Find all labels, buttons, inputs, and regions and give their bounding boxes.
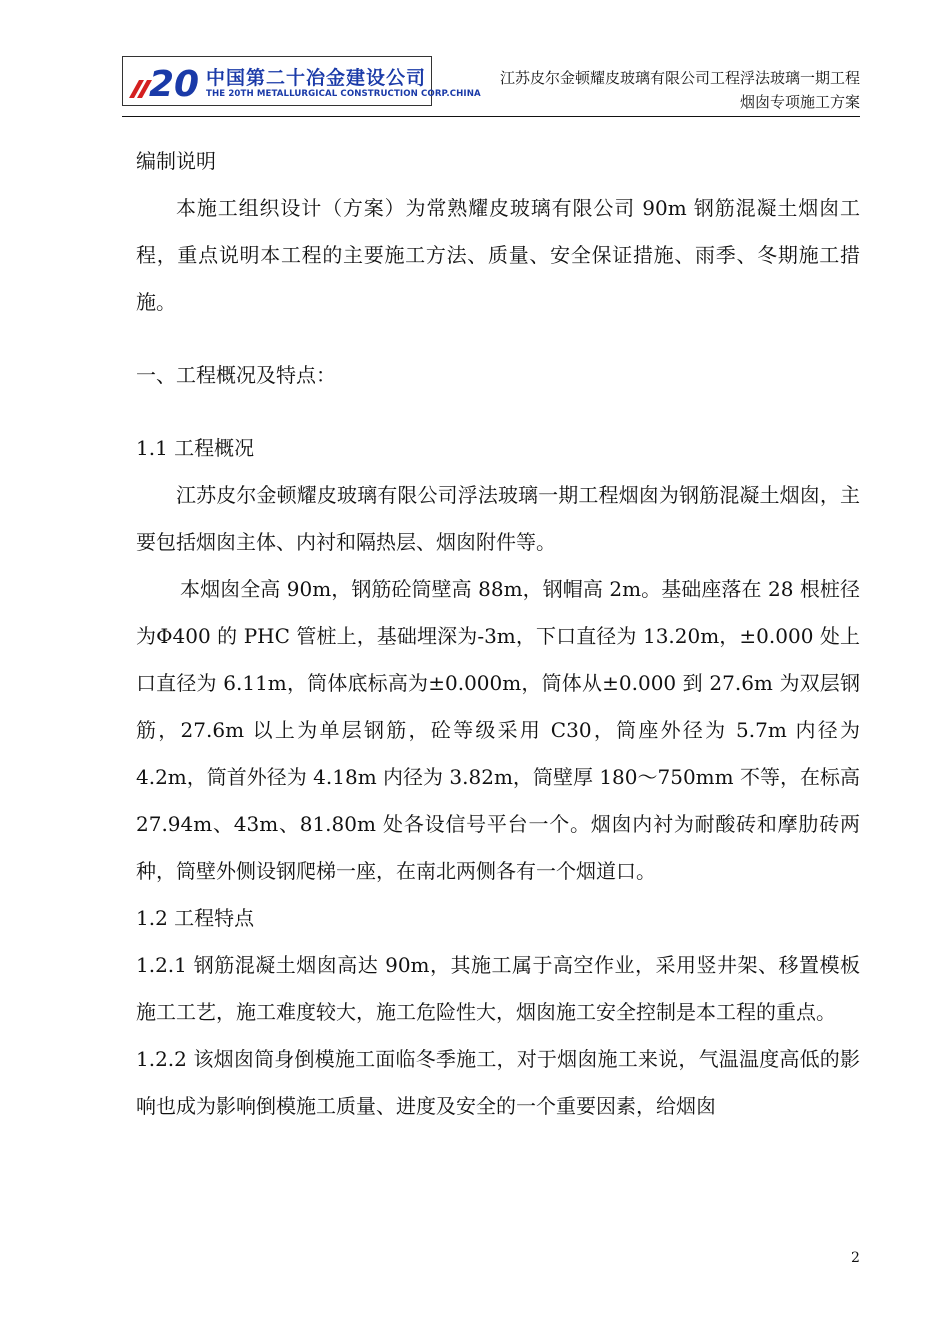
header-divider [122,116,860,117]
intro-paragraph: 本施工组织设计（方案）为常熟耀皮玻璃有限公司 90m 钢筋混凝土烟囱工程，重点说明本工程的主要施工方法、质量、安全保证措施、雨季、冬期施工措施。 [136,196,860,314]
section-1-2-1-paragraph: 1.2.1 钢筋混凝土烟囱高达 90m，其施工属于高空作业，采用竖井架、移置模板施工工艺，施工难度较大，施工危险性大，烟囱施工安全控制是本工程的重点。 [136,953,860,1024]
header-doc-title: 烟囱专项施工方案 [739,93,860,111]
chapter1-heading: 一、工程概况及特点： [136,363,336,387]
logo-mark-text: 20 [149,64,200,102]
company-logo-mark-icon [127,60,203,102]
header-project-title: 江苏皮尔金顿耀皮玻璃有限公司工程浮法玻璃一期工程 [499,69,860,87]
logo-chinese-name: 中国第二十冶金建设公司 [206,67,427,89]
section-1-2-heading: 1.2 工程特点 [136,906,255,930]
document-body [136,138,860,1130]
logo-english-name: THE 20TH METALLURGICAL CONSTRUCTION CORP.CHINA [206,89,481,99]
company-logo [122,56,481,106]
section-1-1-heading: 1.1 工程概况 [136,436,255,460]
section-1-1-paragraph-2: 本烟囱全高 90m，钢筋砼筒壁高 88m，钢帽高 2m。基础座落在 28 根桩径为Φ400 的 PHC 管桩上，基础埋深为-3m，下口直径为 13.20m，±0.000 处上口直径为 6.11m，筒体底标高为±0.000m，筒体从±0.000 到 27.6m 为双层钢筋，27.6m 以上为单层钢筋，砼等级采用 C30，筒座外径为 5.7m 内径为 4.2m，筒首外径为 4.18m 内径为 3.82m，筒壁厚 180～750mm 不等，在标高 27.94m、43m、81.80m 处各设信号平台一个。烟囱内衬为耐酸砖和摩肋砖两种，筒壁外侧设钢爬梯一座，在南北两侧各有一个烟道口。 [136,577,860,883]
section-1-2-2-paragraph: 1.2.2 该烟囱筒身倒模施工面临冬季施工，对于烟囱施工来说，气温温度高低的影响也成为影响倒模施工质量、进度及安全的一个重要因素，给烟囱 [136,1047,860,1118]
page-header [122,56,860,118]
page-number: 2 [851,1250,860,1266]
intro-heading: 编制说明 [136,149,216,173]
section-1-1-paragraph-1: 江苏皮尔金顿耀皮玻璃有限公司浮法玻璃一期工程烟囱为钢筋混凝土烟囱，主要包括烟囱主体、内衬和隔热层、烟囱附件等。 [136,483,860,554]
